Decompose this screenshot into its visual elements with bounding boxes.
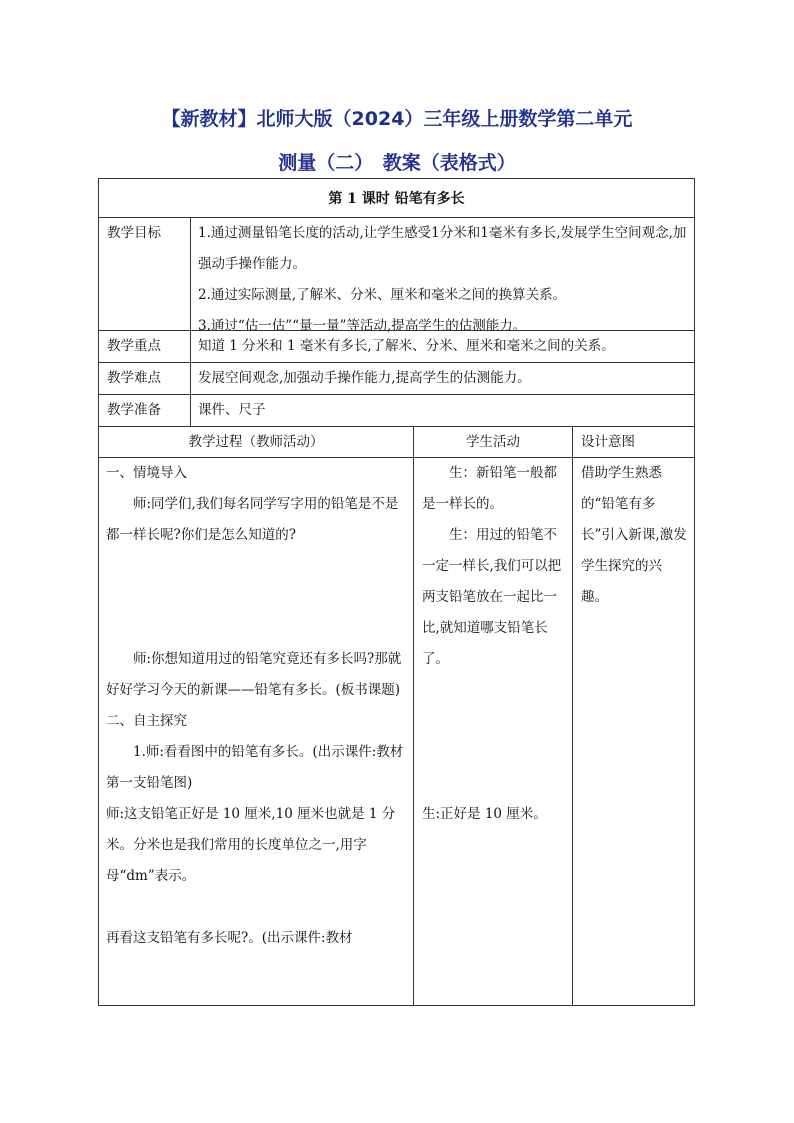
section-heading: 二、自主探究 xyxy=(106,713,187,729)
student-line: 生：用过的铅笔不一定一样长,我们可以把两支铅笔放在一起比一比,就知道哪支铅笔长了。 xyxy=(422,527,562,667)
prep-text: 课件、尺子 xyxy=(198,402,266,418)
key-label: 教学重点 xyxy=(107,338,161,354)
key-label-cell xyxy=(98,330,191,363)
prep-label: 教学准备 xyxy=(107,402,161,418)
goals-cell xyxy=(190,217,695,334)
student-line: 生:正好是 10 厘米。 xyxy=(422,806,547,822)
goal-item-3: 3.通过“估一估”“量一量”等活动,提高学生的估测能力。 xyxy=(198,318,527,334)
teacher-line: 再看这支铅笔有多长呢?。(出示课件:教材 xyxy=(106,930,353,946)
difficulty-cell xyxy=(190,362,695,395)
student-activity-cell xyxy=(413,457,573,1006)
difficulty-text: 发展空间观念,加强动手操作能力,提高学生的估测能力。 xyxy=(198,370,531,386)
goal-item-1: 1.通过测量铅笔长度的活动,让学生感受1分米和1毫米有多长,发展学生空间观念,加强动手操作能力。 xyxy=(198,225,687,272)
goals-label: 教学目标 xyxy=(107,225,161,241)
student-column-label: 学生活动 xyxy=(466,434,520,450)
teacher-line: 1.师:看看图中的铅笔有多长。(出示课件:教材第一支铅笔图) xyxy=(106,744,404,791)
intent-line: 借助学生熟悉的“铅笔有多长”引入新课,激发学生探究的兴趣。 xyxy=(581,465,687,605)
student-line: 生：新铅笔一般都是一样长的。 xyxy=(422,465,557,512)
section-heading: 一、情境导入 xyxy=(106,465,187,481)
student-column-header xyxy=(413,426,573,458)
teacher-column-header xyxy=(98,426,414,458)
teacher-activity-cell xyxy=(98,457,414,1006)
goal-item-2: 2.通过实际测量,了解米、分米、厘米和毫米之间的换算关系。 xyxy=(198,287,567,303)
teacher-line: 师:这支铅笔正好是 10 厘米,10 厘米也就是 1 分米。分米也是我们常用的长度单位之一,用字母“dm”表示。 xyxy=(106,806,396,884)
lesson-heading: 第 1 课时 铅笔有多长 xyxy=(328,191,465,207)
document-title-line2: 测量（二） 教案（表格式） xyxy=(278,152,516,174)
document-title-line1: 【新教材】北师大版（2024）三年级上册数学第二单元 xyxy=(161,108,633,130)
teacher-column-label: 教学过程（教师活动） xyxy=(188,434,324,450)
intent-column-label: 设计意图 xyxy=(581,434,635,450)
design-intent-cell xyxy=(572,457,695,1006)
key-text: 知道 1 分米和 1 毫米有多长,了解米、分米、厘米和毫米之间的关系。 xyxy=(198,338,615,354)
lesson-heading-cell xyxy=(98,178,695,218)
goals-label-cell xyxy=(98,217,191,331)
teacher-line: 师:你想知道用过的铅笔究竟还有多长吗?那就好好学习今天的新课——铅笔有多长。(板书课题) xyxy=(106,651,402,698)
prep-cell xyxy=(190,394,695,427)
teacher-line: 师:同学们,我们每名同学写字用的铅笔是不是都一样长呢?你们是怎么知道的? xyxy=(106,496,399,543)
intent-column-header xyxy=(572,426,695,458)
difficulty-label-cell xyxy=(98,362,191,395)
difficulty-label: 教学难点 xyxy=(107,370,161,386)
prep-label-cell xyxy=(98,394,191,427)
key-cell xyxy=(190,330,695,363)
